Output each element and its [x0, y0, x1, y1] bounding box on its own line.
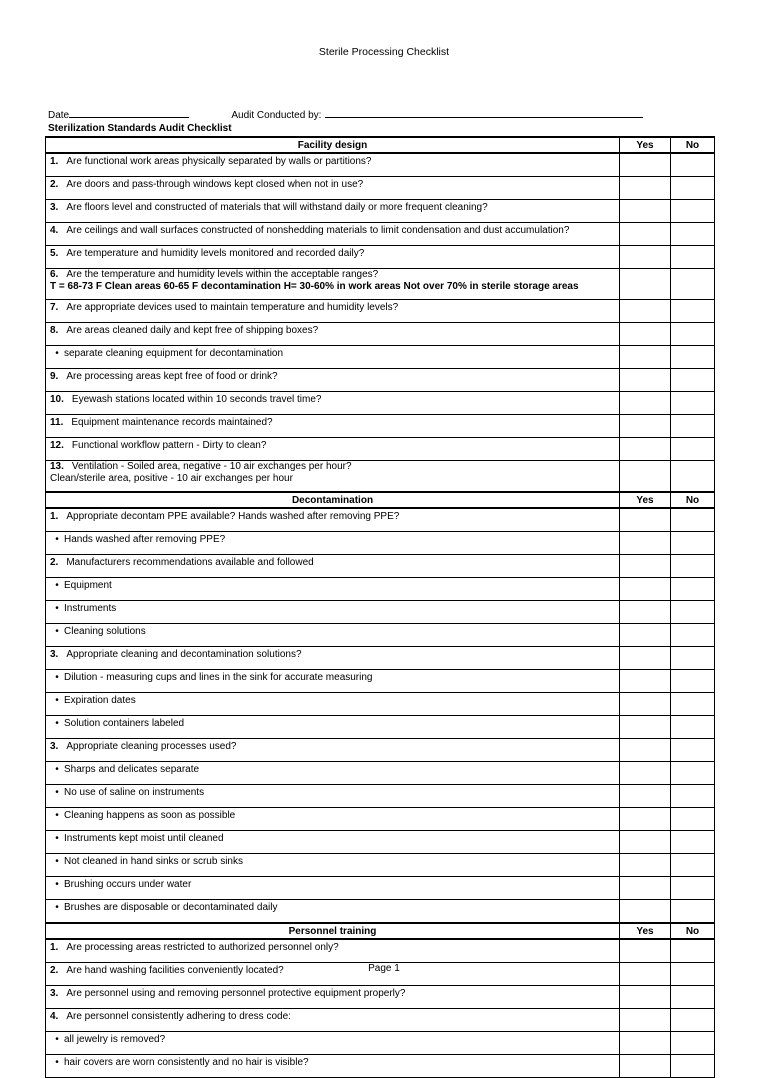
checklist-row — [46, 246, 715, 269]
no-checkbox-cell[interactable] — [671, 415, 715, 438]
document-title: Sterile Processing Checklist — [318, 46, 450, 58]
question-cell — [46, 438, 620, 461]
bullet-marker: • — [55, 764, 59, 775]
yes-checkbox-cell[interactable] — [620, 601, 671, 624]
no-checkbox-cell[interactable] — [671, 1009, 715, 1032]
checklist-row — [46, 461, 715, 493]
question-text: Are hand washing facilities conveniently located? — [66, 965, 284, 976]
question-cell — [46, 939, 620, 963]
question-number: 2. — [50, 557, 59, 568]
bullet-marker: • — [55, 534, 59, 545]
no-checkbox-cell[interactable] — [671, 808, 715, 831]
question-cell — [46, 508, 620, 532]
question-text: Are processing areas kept free of food or drink? — [66, 371, 278, 382]
checklist-row — [46, 346, 715, 369]
question-text: Brushes are disposable or decontaminated daily — [64, 902, 278, 913]
yes-checkbox-cell[interactable] — [620, 854, 671, 877]
question-number: 5. — [50, 248, 59, 259]
question-cell — [46, 808, 620, 831]
checklist-row — [46, 153, 715, 177]
question-number: 10. — [50, 394, 64, 405]
checklist-row — [46, 555, 715, 578]
question-number: 4. — [50, 225, 59, 236]
question-cell — [46, 1032, 620, 1055]
section-title: Facility design — [46, 137, 620, 153]
question-number: 3. — [50, 649, 59, 660]
no-checkbox-cell[interactable] — [671, 177, 715, 200]
question-text: Equipment — [64, 580, 112, 591]
bullet-marker: • — [55, 626, 59, 637]
section-title: Decontamination — [46, 492, 620, 508]
question-text: Brushing occurs under water — [64, 879, 192, 890]
section-header — [46, 923, 715, 939]
question-cell — [46, 269, 620, 300]
yes-checkbox-cell[interactable] — [620, 1055, 671, 1078]
date-label: Date — [48, 110, 70, 121]
checklist-row — [46, 177, 715, 200]
no-checkbox-cell[interactable] — [671, 300, 715, 323]
page-number: Page 1 — [368, 963, 400, 974]
bullet-marker: • — [55, 787, 59, 798]
question-text: Solution containers labeled — [64, 718, 185, 729]
yes-checkbox-cell[interactable] — [620, 323, 671, 346]
question-text: Dilution - measuring cups and lines in the sink for accurate measuring — [64, 672, 373, 683]
no-checkbox-cell[interactable] — [671, 246, 715, 269]
no-checkbox-cell[interactable] — [671, 508, 715, 532]
no-checkbox-cell[interactable] — [671, 939, 715, 963]
question-cell — [46, 624, 620, 647]
yes-checkbox-cell[interactable] — [620, 877, 671, 900]
yes-checkbox-cell[interactable] — [620, 739, 671, 762]
yes-checkbox-cell[interactable] — [620, 508, 671, 532]
question-cell — [46, 153, 620, 177]
yes-column-header: Yes — [620, 137, 671, 153]
question-cell — [46, 246, 620, 269]
question-cell — [46, 670, 620, 693]
audit-conducted-label: Audit Conducted by: — [231, 110, 322, 121]
yes-checkbox-cell[interactable] — [620, 785, 671, 808]
question-text: Expiration dates — [64, 695, 136, 706]
checklist-row — [46, 739, 715, 762]
question-text: Are personnel using and removing personnel protective equipment properly? — [66, 988, 406, 999]
question-text: Are appropriate devices used to maintain temperature and humidity levels? — [66, 302, 399, 313]
range-note: T = 68-73 F Clean areas 60-65 F decontamination H= 30-60% in work areas Not over 70% in sterile storage areas — [50, 281, 579, 292]
question-text: Instruments kept moist until cleaned — [64, 833, 224, 844]
question-text-line2: Clean/sterile area, positive - 10 air exchanges per hour — [50, 473, 293, 484]
question-number: 11. — [50, 417, 64, 428]
checklist-row — [46, 986, 715, 1009]
question-number: 3. — [50, 202, 59, 213]
question-text: Sharps and delicates separate — [64, 764, 200, 775]
yes-checkbox-cell[interactable] — [620, 153, 671, 177]
yes-checkbox-cell[interactable] — [620, 177, 671, 200]
no-checkbox-cell[interactable] — [671, 986, 715, 1009]
checklist-row — [46, 200, 715, 223]
checklist-row — [46, 415, 715, 438]
checklist-row — [46, 269, 715, 300]
checklist-row — [46, 601, 715, 624]
bullet-marker: • — [55, 879, 59, 890]
yes-checkbox-cell[interactable] — [620, 246, 671, 269]
bullet-marker: • — [55, 856, 59, 867]
question-number: 1. — [50, 156, 59, 167]
question-number: 1. — [50, 942, 59, 953]
no-checkbox-cell[interactable] — [671, 555, 715, 578]
checklist-row — [46, 716, 715, 739]
checklist-row — [46, 438, 715, 461]
no-checkbox-cell[interactable] — [671, 854, 715, 877]
yes-checkbox-cell[interactable] — [620, 831, 671, 854]
checklist-row — [46, 1055, 715, 1078]
bullet-marker: • — [55, 1057, 59, 1068]
yes-column-header: Yes — [620, 492, 671, 508]
checklist-row — [46, 808, 715, 831]
question-number: 3. — [50, 741, 59, 752]
question-cell — [46, 1009, 620, 1032]
question-text: Are personnel consistently adhering to dress code: — [66, 1011, 291, 1022]
no-column-header: No — [671, 492, 715, 508]
checklist-row — [46, 647, 715, 670]
question-text: Are temperature and humidity levels monitored and recorded daily? — [66, 248, 365, 259]
question-text: all jewelry is removed? — [64, 1034, 166, 1045]
question-text: No use of saline on instruments — [64, 787, 205, 798]
question-text: Instruments — [64, 603, 117, 614]
question-text: Cleaning solutions — [64, 626, 146, 637]
yes-checkbox-cell[interactable] — [620, 647, 671, 670]
yes-checkbox-cell[interactable] — [620, 1032, 671, 1055]
no-checkbox-cell[interactable] — [671, 578, 715, 601]
yes-checkbox-cell[interactable] — [620, 555, 671, 578]
question-cell — [46, 369, 620, 392]
checklist-row — [46, 670, 715, 693]
question-cell — [46, 647, 620, 670]
question-number: 7. — [50, 302, 59, 313]
question-cell — [46, 762, 620, 785]
question-cell — [46, 532, 620, 555]
bullet-marker: • — [55, 833, 59, 844]
question-cell — [46, 1055, 620, 1078]
checklist-row — [46, 831, 715, 854]
yes-checkbox-cell[interactable] — [620, 346, 671, 369]
question-number: 3. — [50, 988, 59, 999]
question-number: 9. — [50, 371, 59, 382]
no-checkbox-cell[interactable] — [671, 647, 715, 670]
no-checkbox-cell[interactable] — [671, 269, 715, 300]
question-number: 12. — [50, 440, 64, 451]
question-number: 8. — [50, 325, 59, 336]
question-cell — [46, 854, 620, 877]
question-text: Are functional work areas physically separated by walls or partitions? — [66, 156, 372, 167]
question-cell — [46, 601, 620, 624]
question-number: 4. — [50, 1011, 59, 1022]
yes-checkbox-cell[interactable] — [620, 986, 671, 1009]
yes-checkbox-cell[interactable] — [620, 200, 671, 223]
question-text: Are the temperature and humidity levels within the acceptable ranges? — [66, 269, 379, 280]
no-checkbox-cell[interactable] — [671, 739, 715, 762]
checklist-row — [46, 1032, 715, 1055]
no-checkbox-cell[interactable] — [671, 323, 715, 346]
no-checkbox-cell[interactable] — [671, 785, 715, 808]
yes-checkbox-cell[interactable] — [620, 438, 671, 461]
checklist-row — [46, 223, 715, 246]
checklist-table — [45, 136, 715, 1078]
checklist-row — [46, 854, 715, 877]
checklist-row — [46, 392, 715, 415]
no-checkbox-cell[interactable] — [671, 762, 715, 785]
question-cell — [46, 739, 620, 762]
yes-checkbox-cell[interactable] — [620, 1009, 671, 1032]
yes-checkbox-cell[interactable] — [620, 392, 671, 415]
question-text: Appropriate cleaning and decontamination solutions? — [66, 649, 302, 660]
question-number: 13. — [50, 461, 64, 472]
bullet-marker: • — [55, 672, 59, 683]
bullet-marker: • — [55, 902, 59, 913]
question-cell — [46, 300, 620, 323]
checklist-row — [46, 785, 715, 808]
question-cell — [46, 323, 620, 346]
no-checkbox-cell[interactable] — [671, 670, 715, 693]
checklist-row — [46, 323, 715, 346]
yes-checkbox-cell[interactable] — [620, 624, 671, 647]
checklist-row — [46, 939, 715, 963]
no-checkbox-cell[interactable] — [671, 1032, 715, 1055]
question-cell — [46, 900, 620, 924]
yes-checkbox-cell[interactable] — [620, 223, 671, 246]
checklist-body — [46, 137, 715, 1078]
question-text: hair covers are worn consistently and no hair is visible? — [64, 1057, 309, 1068]
question-cell — [46, 555, 620, 578]
yes-checkbox-cell[interactable] — [620, 415, 671, 438]
no-checkbox-cell[interactable] — [671, 438, 715, 461]
yes-column-header: Yes — [620, 923, 671, 939]
checklist-row — [46, 624, 715, 647]
question-number: 2. — [50, 179, 59, 190]
question-text: Are doors and pass-through windows kept closed when not in use? — [66, 179, 364, 190]
no-checkbox-cell[interactable] — [671, 369, 715, 392]
yes-checkbox-cell[interactable] — [620, 578, 671, 601]
bullet-marker: • — [55, 603, 59, 614]
checklist-row — [46, 532, 715, 555]
no-checkbox-cell[interactable] — [671, 831, 715, 854]
question-cell — [46, 461, 620, 493]
no-checkbox-cell[interactable] — [671, 624, 715, 647]
yes-checkbox-cell[interactable] — [620, 532, 671, 555]
no-checkbox-cell[interactable] — [671, 877, 715, 900]
question-cell — [46, 177, 620, 200]
question-number: 6. — [50, 269, 59, 280]
no-checkbox-cell[interactable] — [671, 900, 715, 924]
question-cell — [46, 200, 620, 223]
checklist-row — [46, 300, 715, 323]
question-cell — [46, 346, 620, 369]
question-text: Hands washed after removing PPE? — [64, 534, 226, 545]
question-cell — [46, 716, 620, 739]
question-text: Are processing areas restricted to authorized personnel only? — [66, 942, 339, 953]
question-cell — [46, 693, 620, 716]
checklist-row — [46, 900, 715, 924]
no-checkbox-cell[interactable] — [671, 693, 715, 716]
question-cell — [46, 877, 620, 900]
yes-checkbox-cell[interactable] — [620, 716, 671, 739]
question-number: 2. — [50, 965, 59, 976]
checklist-row — [46, 508, 715, 532]
yes-checkbox-cell[interactable] — [620, 300, 671, 323]
checklist-row — [46, 369, 715, 392]
question-text: Not cleaned in hand sinks or scrub sinks — [64, 856, 243, 867]
yes-checkbox-cell[interactable] — [620, 939, 671, 963]
no-column-header: No — [671, 923, 715, 939]
checklist-row — [46, 578, 715, 601]
question-text: Are ceilings and wall surfaces constructed of nonshedding materials to limit condensation and dust accumulation? — [66, 225, 570, 236]
checklist-row — [46, 1009, 715, 1032]
question-text: separate cleaning equipment for decontamination — [64, 348, 284, 359]
question-cell — [46, 986, 620, 1009]
question-text: Appropriate cleaning processes used? — [66, 741, 237, 752]
audit-meta-line — [48, 107, 643, 121]
no-checkbox-cell[interactable] — [671, 153, 715, 177]
bullet-marker: • — [55, 810, 59, 821]
no-checkbox-cell[interactable] — [671, 532, 715, 555]
no-checkbox-cell[interactable] — [671, 223, 715, 246]
no-checkbox-cell[interactable] — [671, 392, 715, 415]
checklist-heading: Sterilization Standards Audit Checklist — [48, 123, 232, 134]
yes-checkbox-cell[interactable] — [620, 762, 671, 785]
date-blank[interactable] — [69, 107, 189, 118]
question-text: Are floors level and constructed of materials that will withstand daily or more frequent cleaning? — [66, 202, 488, 213]
section-title: Personnel training — [46, 923, 620, 939]
checklist-row — [46, 693, 715, 716]
question-cell — [46, 785, 620, 808]
checklist-row — [46, 762, 715, 785]
section-header — [46, 492, 715, 508]
question-text: Equipment maintenance records maintained? — [71, 417, 273, 428]
question-text: Manufacturers recommendations available and followed — [66, 557, 314, 568]
no-checkbox-cell[interactable] — [671, 461, 715, 493]
bullet-marker: • — [55, 1034, 59, 1045]
no-checkbox-cell[interactable] — [671, 1055, 715, 1078]
bullet-marker: • — [55, 580, 59, 591]
yes-checkbox-cell[interactable] — [620, 461, 671, 493]
question-number: 1. — [50, 511, 59, 522]
no-checkbox-cell[interactable] — [671, 346, 715, 369]
no-checkbox-cell[interactable] — [671, 601, 715, 624]
no-checkbox-cell[interactable] — [671, 200, 715, 223]
yes-checkbox-cell[interactable] — [620, 369, 671, 392]
question-text: Eyewash stations located within 10 seconds travel time? — [71, 394, 322, 405]
yes-checkbox-cell[interactable] — [620, 269, 671, 300]
question-text: Cleaning happens as soon as possible — [64, 810, 236, 821]
question-cell — [46, 392, 620, 415]
no-column-header: No — [671, 137, 715, 153]
question-cell — [46, 578, 620, 601]
yes-checkbox-cell[interactable] — [620, 670, 671, 693]
bullet-marker: • — [55, 695, 59, 706]
question-text: Appropriate decontam PPE available? Hands washed after removing PPE? — [66, 511, 400, 522]
bullet-marker: • — [55, 348, 59, 359]
question-cell — [46, 223, 620, 246]
question-cell — [46, 831, 620, 854]
no-checkbox-cell[interactable] — [671, 716, 715, 739]
question-text: Are areas cleaned daily and kept free of shipping boxes? — [66, 325, 319, 336]
question-text: Functional workflow pattern - Dirty to clean? — [71, 440, 267, 451]
bullet-marker: • — [55, 718, 59, 729]
yes-checkbox-cell[interactable] — [620, 808, 671, 831]
section-header — [46, 137, 715, 153]
yes-checkbox-cell[interactable] — [620, 900, 671, 924]
checklist-row — [46, 877, 715, 900]
question-cell — [46, 415, 620, 438]
auditor-blank[interactable] — [325, 107, 643, 118]
question-text: Ventilation - Soiled area, negative - 10 air exchanges per hour? — [71, 461, 352, 472]
yes-checkbox-cell[interactable] — [620, 693, 671, 716]
